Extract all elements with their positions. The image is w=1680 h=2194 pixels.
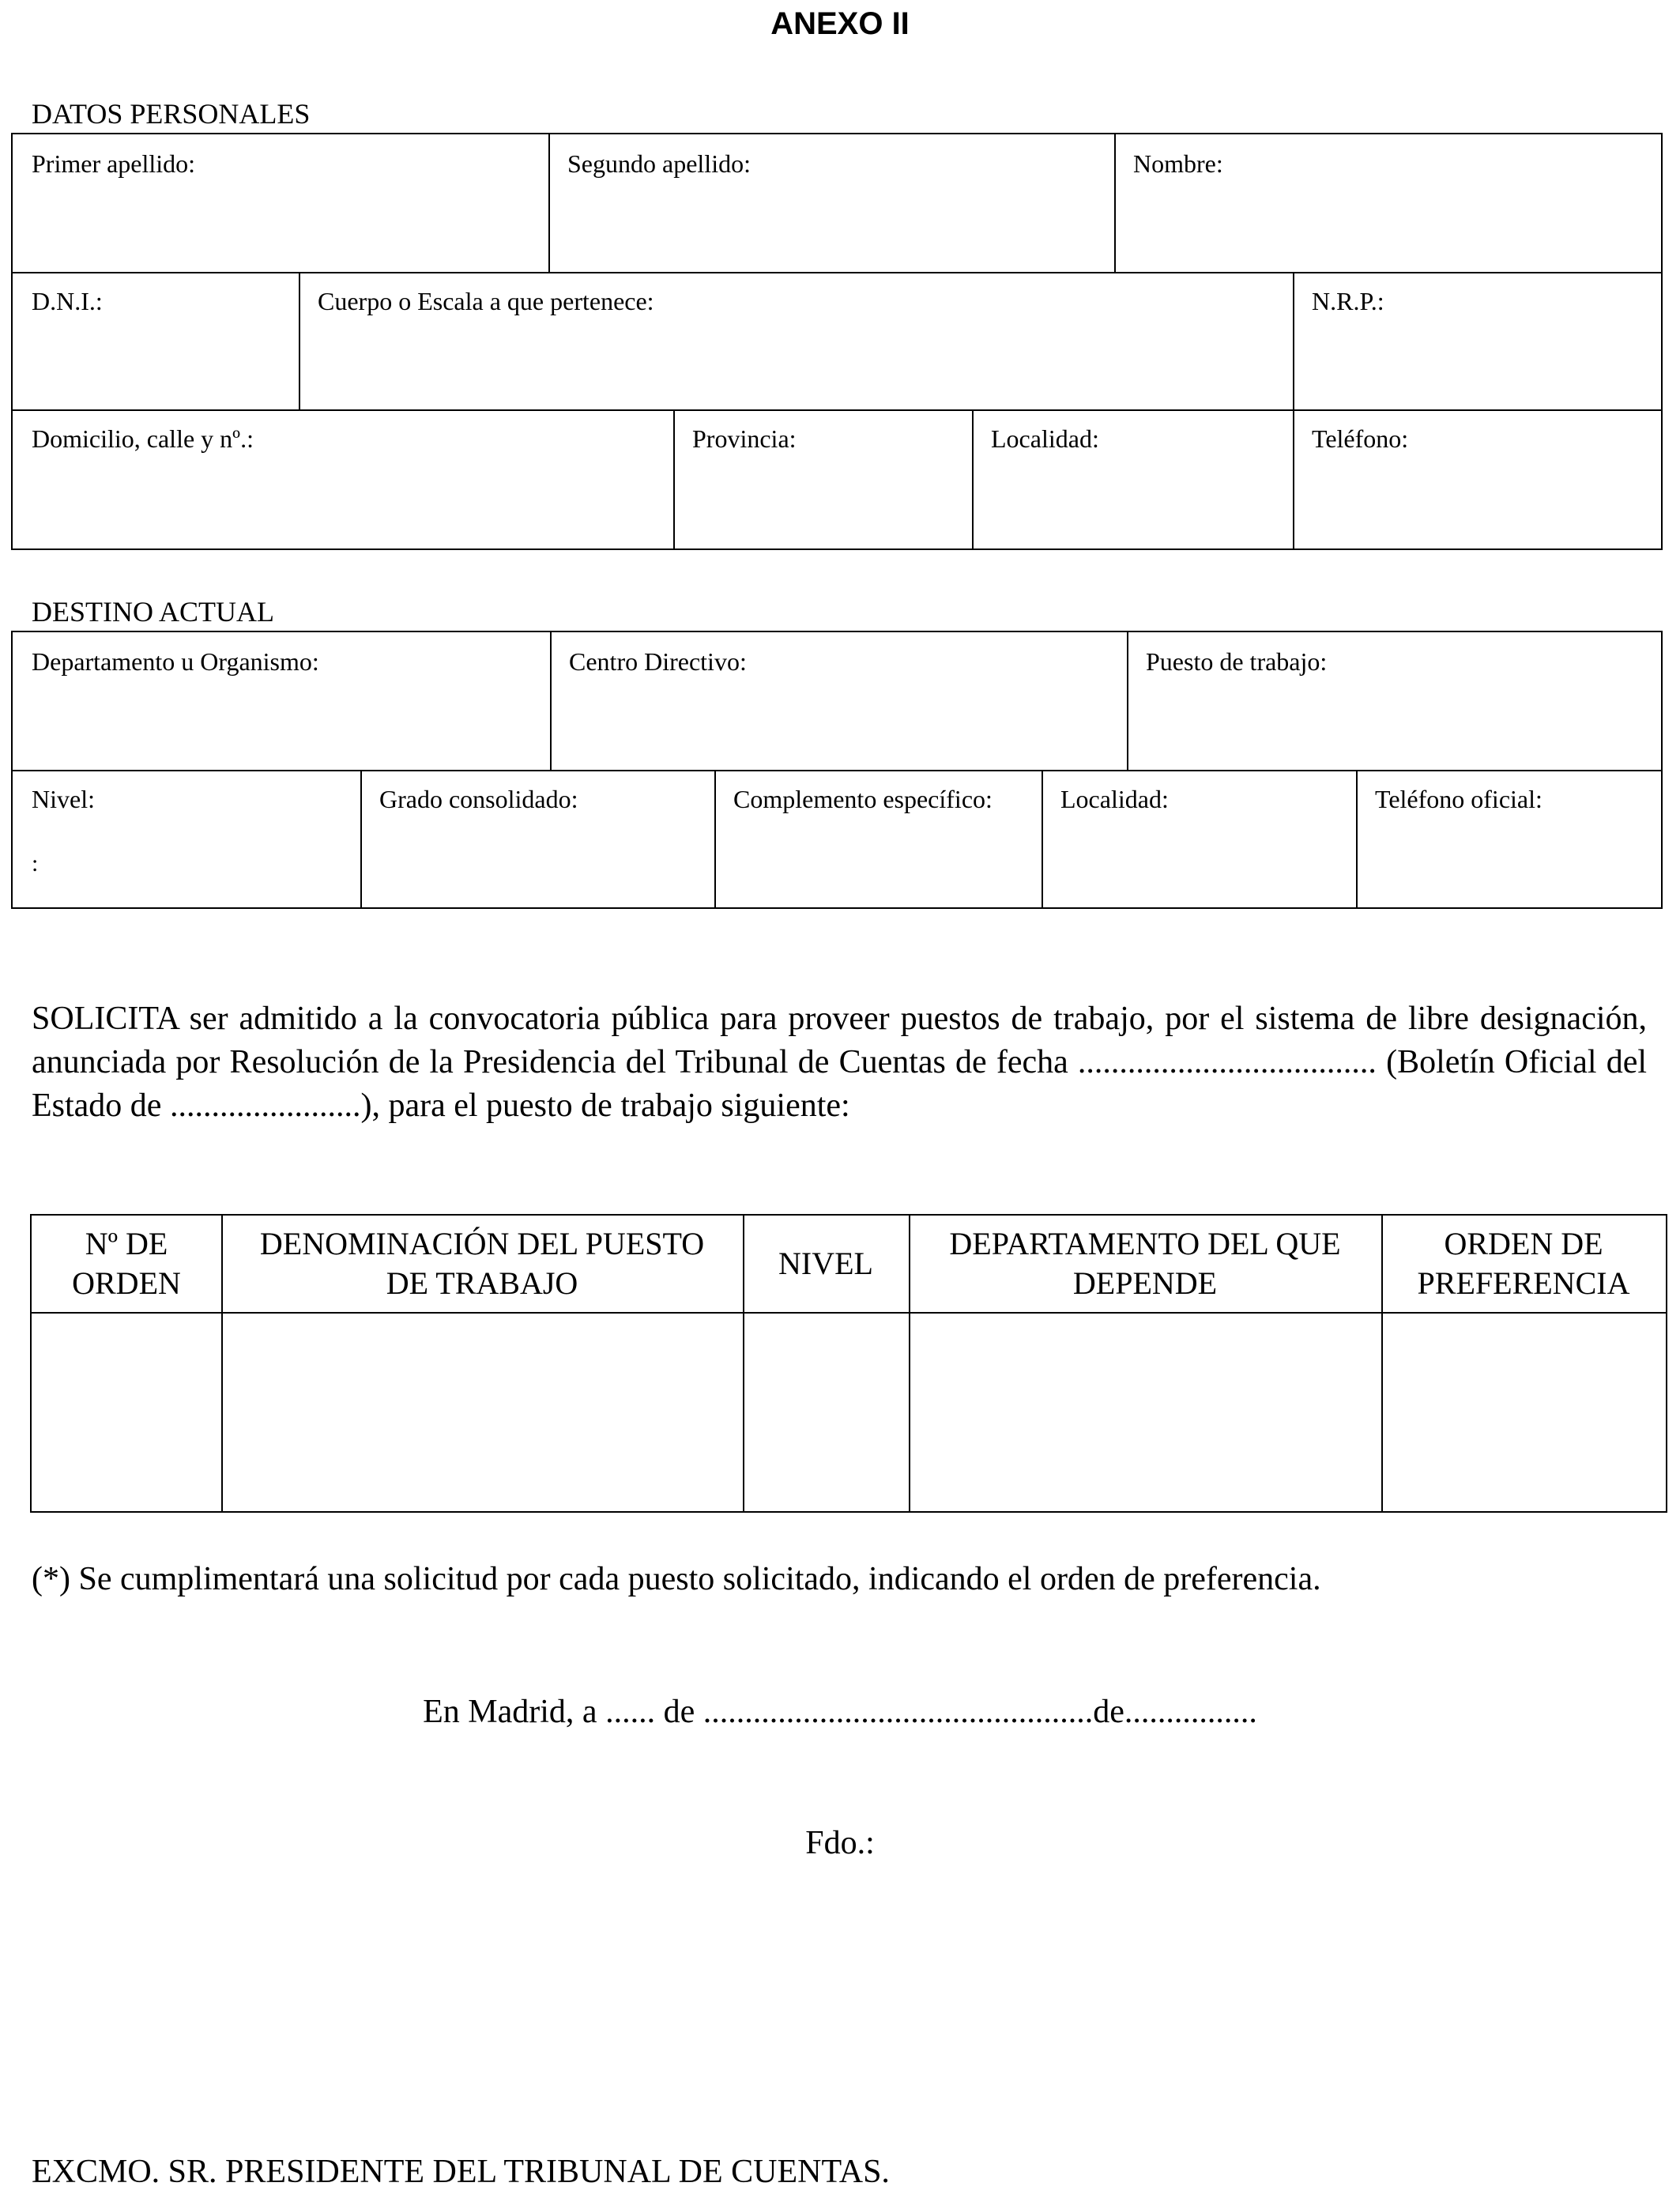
table-header-preferencia: ORDEN DE PREFERENCIA xyxy=(1417,1226,1630,1301)
grado-consolidado-field[interactable] xyxy=(360,770,714,907)
solicita-paragraph: SOLICITA ser admitido a la convocatoria pública para proveer puestos de trabajo, por el sistema de libre designación, anunciada por Resolución de la Presidencia del Tribunal de Cuentas de fecha .................................... (Boletín Oficial del Estado de .......................), para el puesto de trabajo siguiente: xyxy=(32,1001,1647,1124)
puestos-table xyxy=(30,1214,1667,1513)
localidad-field[interactable] xyxy=(972,409,1293,548)
field-label: N.R.P.: xyxy=(1312,287,1384,315)
addressee: EXCMO. SR. PRESIDENTE DEL TRIBUNAL DE CUENTAS. xyxy=(32,2154,890,2190)
dni-field[interactable] xyxy=(13,272,299,409)
table-header-orden: Nº DE ORDEN xyxy=(72,1226,181,1301)
localidad-destino-field[interactable] xyxy=(1042,770,1356,907)
table-cell-denominacion[interactable] xyxy=(223,1314,743,1511)
table-cell-nivel[interactable] xyxy=(744,1314,909,1511)
field-label: Domicilio, calle y nº.: xyxy=(32,424,254,453)
field-label: Segundo apellido: xyxy=(567,149,751,178)
datos-personales-label: DATOS PERSONALES xyxy=(32,98,311,130)
destino-actual-label: DESTINO ACTUAL xyxy=(32,596,274,628)
field-label: Complemento específico: xyxy=(733,785,993,813)
field-label: Localidad: xyxy=(1060,785,1169,813)
primer-apellido-field[interactable] xyxy=(13,134,548,272)
field-label: Provincia: xyxy=(692,424,797,453)
field-label: Centro Directivo: xyxy=(569,647,747,676)
telefono-oficial-field[interactable] xyxy=(1356,770,1661,907)
table-cell-departamento[interactable] xyxy=(910,1314,1381,1511)
nivel-field[interactable] xyxy=(13,770,360,907)
nrp-field[interactable] xyxy=(1293,272,1661,409)
field-label: Departamento u Organismo: xyxy=(32,647,319,676)
cuerpo-escala-field[interactable] xyxy=(299,272,1293,409)
table-cell-preferencia[interactable] xyxy=(1383,1314,1666,1511)
field-label: D.N.I.: xyxy=(32,287,103,315)
field-label: Primer apellido: xyxy=(32,149,196,178)
centro-directivo-field[interactable] xyxy=(550,632,1127,770)
field-label: Teléfono: xyxy=(1312,424,1409,453)
table-header-departamento: DEPARTAMENTO DEL QUE DEPENDE xyxy=(949,1226,1341,1301)
field-label: Nombre: xyxy=(1133,149,1223,178)
field-label: Teléfono oficial: xyxy=(1375,785,1543,813)
table-cell-orden[interactable] xyxy=(32,1314,221,1511)
destino-actual-form xyxy=(11,631,1663,909)
datos-personales-form xyxy=(11,133,1663,550)
field-label: Cuerpo o Escala a que pertenece: xyxy=(318,287,654,315)
field-label: Localidad: xyxy=(991,424,1099,453)
signature-label: Fdo.: xyxy=(805,1825,875,1861)
domicilio-field[interactable] xyxy=(13,409,673,548)
page-title: ANEXO II xyxy=(770,6,910,41)
table-header-denominacion: DENOMINACIÓN DEL PUESTO DE TRABAJO xyxy=(259,1226,705,1301)
date-line: En Madrid, a ...... de ...............................................de................ xyxy=(423,1694,1257,1730)
field-label: Grado consolidado: xyxy=(379,785,578,813)
puesto-trabajo-field[interactable] xyxy=(1127,632,1661,770)
departamento-organismo-field[interactable] xyxy=(13,632,550,770)
provincia-field[interactable] xyxy=(673,409,972,548)
telefono-field[interactable] xyxy=(1293,409,1661,548)
footnote: (*) Se cumplimentará una solicitud por cada puesto solicitado, indicando el orden de preferencia. xyxy=(32,1561,1321,1597)
field-label: Puesto de trabajo: xyxy=(1146,647,1328,676)
nombre-field[interactable] xyxy=(1114,134,1661,272)
table-header-nivel: NIVEL xyxy=(778,1246,873,1281)
segundo-apellido-field[interactable] xyxy=(548,134,1114,272)
stray-colon: : xyxy=(32,850,39,876)
field-label: Nivel: xyxy=(32,785,95,813)
complemento-especifico-field[interactable] xyxy=(714,770,1042,907)
